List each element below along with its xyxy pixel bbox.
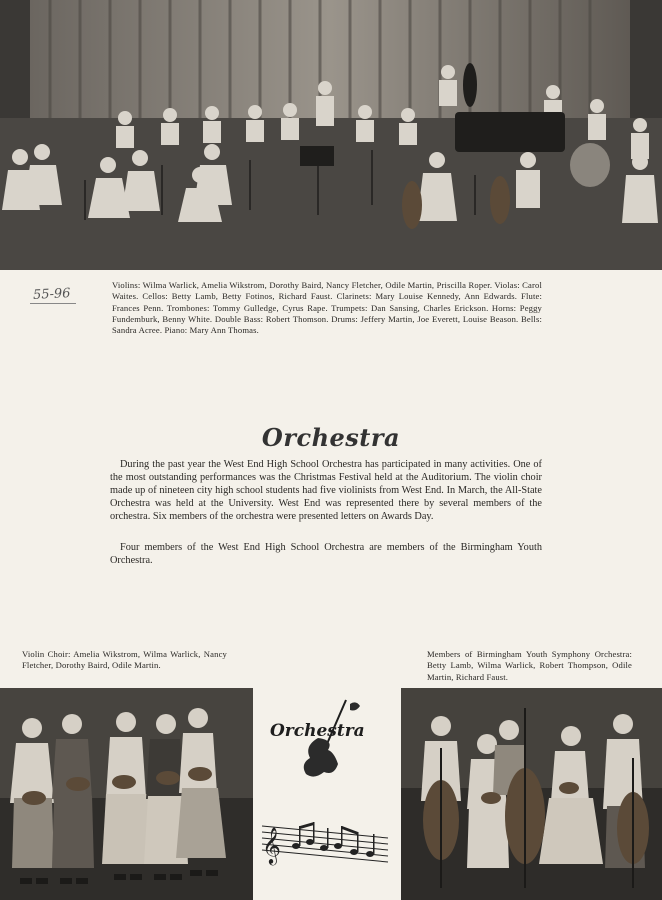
handwritten-page-note: 55-96 — [32, 286, 71, 303]
music-staff-icon — [258, 812, 392, 874]
orchestra-logo-text: Orchestra — [270, 721, 365, 741]
body-paragraph-2: Four members of the West End High School Orchestra are members of the Birmingham Youth Orchestra. — [110, 542, 542, 566]
youth-symphony-caption: Members of Birmingham Youth Symphony Orchestra: Betty Lamb, Wilma Warlick, Robert Thompson, Odile Martin, Richard Faust. — [427, 649, 632, 682]
svg-text:𝄞: 𝄞 — [262, 826, 281, 864]
note-underline — [30, 303, 76, 304]
violin-choir-photo — [0, 688, 253, 900]
orchestra-group-photo — [0, 0, 662, 270]
orchestra-members-caption: Violins: Wilma Warlick, Amelia Wikstrom, Dorothy Baird, Nancy Fletcher, Odile Martin, Priscilla Roper. Violas: Carol Waites. Cellos: Betty Lamb, Betty Fotinos, Richard Faust. Clarinets: Mary Louise Kennedy, Ann Edwards. Flute: Frances Penn. Trombones: Tommy Gulledge, Cyrus Rape. Trumpets: Dan Sansing, Charles Erickson. Horns: Peggy Fundemburk, Benny White. Double Bass: Robert Thomson. Drums: Jeffery Martin, Joe Everett, Louise Beason. Bells: Sandra Acree. Piano: Mary Ann Thomas. — [112, 280, 542, 336]
body-paragraph-1: During the past year the West End High School Orchestra has participated in many activities. One of the most outstanding performances was the Christmas Festival held at the Auditorium. The violin choir made up of nineteen city high school students had five violinists from West End. In March, the All-State Orchestra was held at the University. West End was represented there by several members of the orchestra. Six members of the orchestra were presented letters on Awards Day. — [110, 459, 542, 522]
youth-symphony-photo — [401, 688, 662, 900]
section-title: Orchestra — [261, 423, 401, 452]
violin-choir-caption: Violin Choir: Amelia Wikstrom, Wilma Warlick, Nancy Fletcher, Dorothy Baird, Odile Martin. — [22, 649, 227, 671]
